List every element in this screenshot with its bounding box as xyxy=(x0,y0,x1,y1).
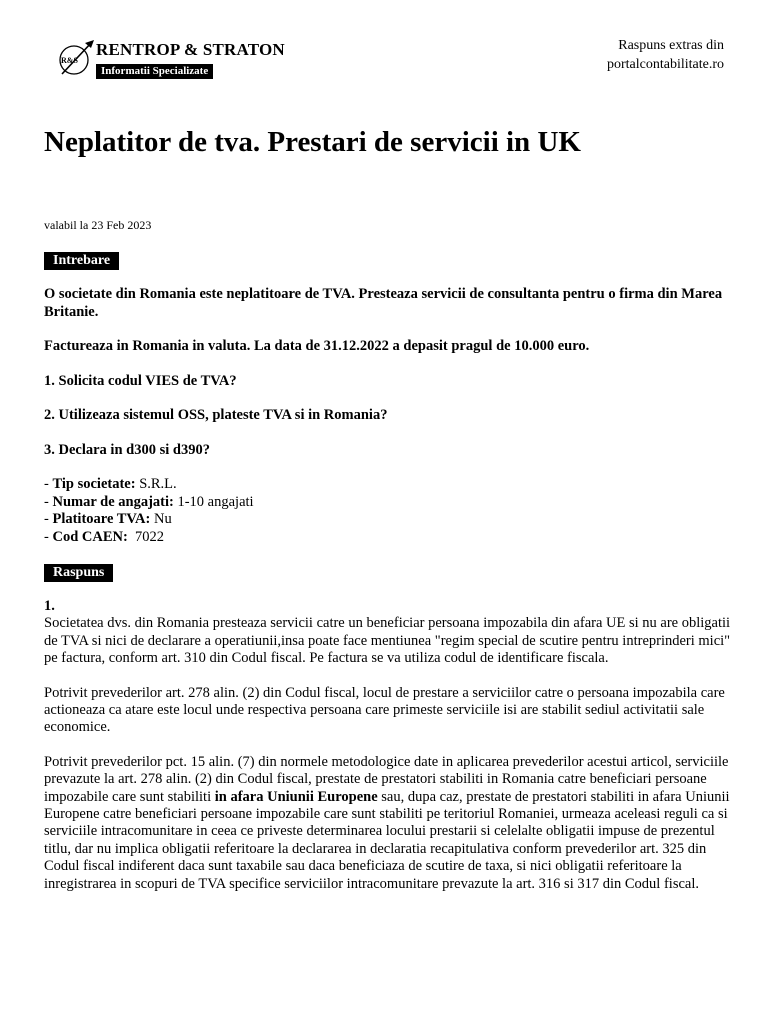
question-paragraph: 1. Solicita codul VIES de TVA? xyxy=(44,372,237,389)
logo-initials: R&S xyxy=(61,56,78,65)
answer-label: Raspuns xyxy=(44,564,113,582)
source-note xyxy=(464,36,724,74)
company-details xyxy=(44,476,724,546)
answer-paragraph-3: Potrivit prevederilor pct. 15 alin. (7) din normele metodologice date in aplicarea prevederilor acestui articol, serviciile prevazute la art. 278 alin. (2) din Codul fiscal, prestate de prestatori stabiliti in Romania catre beneficiari persoane impozabile care sunt stabiliti in afara Uniunii Europene sau, dupa caz, prestate de prestatori stabiliti in afara Uniunii Europene catre beneficiari persoane impozabile care sunt stabiliti pe teritoriul Romaniei, urmeaza aceleasi reguli ca si serviciile intracomunitare in ceea ce priveste determinarea locului prestarii si celelalte obligatii impuse de prezentul titlu, dar nu implica obligatii referitoare la declararea in declaratia recapitulativa conform prevederilor art. 325 din Codul fiscal indiferent daca sunt taxabile sau daca beneficiaza de scutire de taxa, si nici obligatii referitoare la inregistrarea in scopuri de TVA specifice serviciilor intracomunitare prevazute la art. 316 si 317 din Codul fiscal. xyxy=(44,753,730,892)
detail-caen-code: - Cod CAEN: 7022 xyxy=(44,528,165,545)
question-body xyxy=(44,286,734,476)
logo-emblem-icon xyxy=(58,38,98,80)
valid-date: valabil la 23 Feb 2023 xyxy=(44,218,152,232)
question-paragraph: O societate din Romania este neplatitoare de TVA. Presteaza servicii de consultanta pentru o firma din Marea Britanie. xyxy=(44,286,723,320)
answer-paragraph-2: Potrivit prevederilor art. 278 alin. (2) din Codul fiscal, locul de prestare a serviciilor catre o persoana impozabila care actioneaza ca atare este locul unde respectiva persoana care primeste serviciile isi are stabilit sediul activitatii sale economice. xyxy=(44,684,725,736)
page-title: Neplatitor de tva. Prestari de servicii in UK xyxy=(44,126,581,158)
answer-paragraph-1: Societatea dvs. din Romania presteaza servicii catre un beneficiar persoana impozabila din afara UE si nu are obligatii de TVA si nici de declarare a operatiunii,insa poate face mentiunea "regim special de scutire pentru intreprinderi mici" pe factura, conform art. 310 din Codul fiscal. Pe factura se va utiliza codul de identificare fiscala. xyxy=(44,615,731,667)
answer-body xyxy=(44,598,734,910)
question-label: Intrebare xyxy=(44,252,119,270)
brand-name: RENTROP & STRATON xyxy=(96,40,285,59)
source-line-1: Raspuns extras din xyxy=(618,38,724,53)
question-paragraph: 3. Declara in d300 si d390? xyxy=(44,441,210,458)
brand-tagline: Informatii Specializate xyxy=(96,64,213,79)
question-paragraph: 2. Utilizeaza sistemul OSS, plateste TVA si in Romania? xyxy=(44,407,388,423)
question-paragraph: Factureaza in Romania in valuta. La data de 31.12.2022 a depasit pragul de 10.000 euro. xyxy=(44,338,590,354)
answer-number: 1. xyxy=(44,598,55,614)
detail-company-type: - Tip societate: S.R.L. xyxy=(44,476,177,492)
detail-vat-payer: - Platitoare TVA: Nu xyxy=(44,511,172,527)
detail-employees: - Numar de angajati: 1-10 angajati xyxy=(44,493,254,510)
emphasis-outside-eu: in afara Uniunii Europene xyxy=(214,788,378,805)
source-link[interactable]: portalcontabilitate.ro xyxy=(606,57,724,72)
brand-logo xyxy=(58,38,285,84)
